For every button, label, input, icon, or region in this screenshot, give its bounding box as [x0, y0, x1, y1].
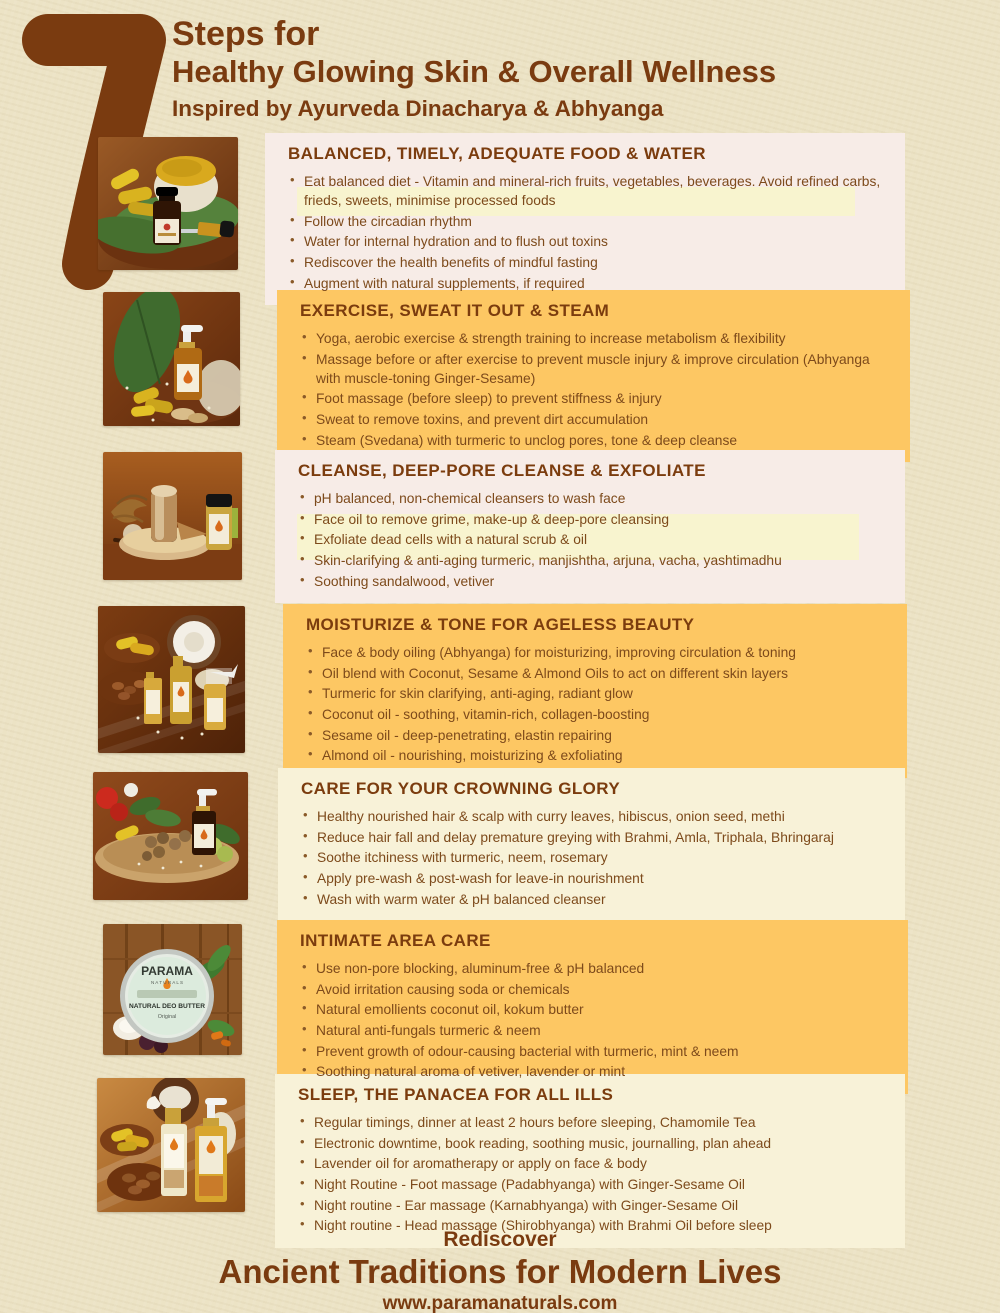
photo-sleep — [97, 1078, 245, 1212]
section-title: BALANCED, TIMELY, ADEQUATE FOOD & WATER — [288, 144, 706, 163]
section-hair-care — [278, 768, 905, 921]
section-title: CARE FOR YOUR CROWNING GLORY — [301, 779, 621, 798]
bullet-list — [297, 1113, 889, 1235]
bullet-item: • Prevent growth of odour-causing bacterial with turmeric, mint & neem — [299, 1042, 892, 1061]
tin-brand-sub: N A T U R A L S — [150, 980, 184, 985]
bullet-item: • Natural anti-fungals turmeric & neem — [299, 1021, 892, 1040]
bullet-list — [299, 329, 894, 449]
bullet-item: • Massage before or after exercise to prevent muscle injury & improve circulation (Abhyanga with muscle-toning Ginger-Sesame) — [299, 350, 894, 388]
bullet-item: • Regular timings, dinner at least 2 hours before sleeping, Chamomile Tea — [297, 1113, 889, 1132]
bullet-item: • Natural emollients coconut oil, kokum butter — [299, 1000, 892, 1019]
bullet-item: • Sesame oil - deep-penetrating, elastin repairing — [305, 726, 891, 745]
bullet-item: • Skin-clarifying & anti-aging turmeric, manjishtha, arjuna, vacha, yashtimadhu — [297, 551, 889, 570]
section-title: CLEANSE, DEEP-PORE CLEANSE & EXFOLIATE — [298, 461, 706, 480]
bullet-item: • Water for internal hydration and to flush out toxins — [287, 232, 889, 251]
header-line1: Steps for — [172, 15, 320, 53]
bullet-item: • Soothing natural aroma of vetiver, lavender or mint — [299, 1062, 892, 1081]
bullet-list — [299, 959, 892, 1081]
bullet-item: • Turmeric for skin clarifying, anti-aging, radiant glow — [305, 684, 891, 703]
tin-product-text: NATURAL DEO BUTTER — [129, 1003, 205, 1010]
bullet-item: • Lavender oil for aromatherapy or apply on face & body — [297, 1154, 889, 1173]
bullet-item: • Healthy nourished hair & scalp with curry leaves, hibiscus, onion seed, methi — [300, 807, 889, 826]
bullet-item: • pH balanced, non-chemical cleansers to wash face — [297, 489, 889, 508]
footer-rediscover: Rediscover — [443, 1228, 557, 1251]
section-exercise — [277, 290, 910, 462]
bullet-item: • Sweat to remove toxins, and prevent dirt accumulation — [299, 410, 894, 429]
section-intimate-care — [277, 920, 908, 1094]
bullet-item: • Yoga, aerobic exercise & strength training to increase metabolism & flexibility — [299, 329, 894, 348]
header-subtitle: Inspired by Ayurveda Dinacharya & Abhyanga — [172, 96, 664, 122]
bullet-item: • Face & body oiling (Abhyanga) for moisturizing, improving circulation & toning — [305, 643, 891, 662]
footer-tagline: Ancient Traditions for Modern Lives — [218, 1253, 782, 1290]
bullet-item: • Exfoliate dead cells with a natural scrub & oil — [297, 530, 889, 549]
bullet-item: • Steam (Svedana) with turmeric to unclog pores, tone & deep cleanse — [299, 431, 894, 450]
bullet-list — [287, 172, 889, 292]
bullet-item: • Apply pre-wash & post-wash for leave-in nourishment — [300, 869, 889, 888]
bullet-item: • Reduce hair fall and delay premature greying with Brahmi, Amla, Triphala, Bhringaraj — [300, 828, 889, 847]
header-title-block — [172, 16, 776, 123]
bullet-item: • Eat balanced diet - Vitamin and mineral-rich fruits, vegetables, beverages. Avoid refined carbs, frieds, sweets, minimise processed foods — [287, 172, 889, 210]
section-title: SLEEP, THE PANACEA FOR ALL ILLS — [298, 1085, 614, 1104]
tin-brand-text: PARAMA — [141, 964, 193, 978]
bullet-item: • Almond oil - nourishing, moisturizing & exfoliating — [305, 746, 891, 765]
bullet-item: • Soothing sandalwood, vetiver — [297, 572, 889, 591]
section-food-water — [265, 133, 905, 305]
bullet-list — [305, 643, 891, 765]
bullet-item: • Avoid irritation causing soda or chemicals — [299, 980, 892, 999]
section-sleep — [275, 1074, 905, 1248]
bullet-item: • Night Routine - Foot massage (Padabhyanga) with Ginger-Sesame Oil — [297, 1175, 889, 1194]
bullet-item: • Face oil to remove grime, make-up & deep-pore cleansing — [297, 510, 889, 529]
photo-moisturize-tone — [98, 606, 245, 753]
bullet-item: • Night routine - Head massage (Shirobhyanga) with Brahmi Oil before sleep — [297, 1216, 889, 1235]
section-title: MOISTURIZE & TONE FOR AGELESS BEAUTY — [306, 615, 695, 634]
footer-website-link[interactable]: www.paramanaturals.com — [382, 1293, 618, 1313]
section-title: INTIMATE AREA CARE — [300, 931, 491, 950]
bullet-item: • Soothe itchiness with turmeric, neem, rosemary — [300, 848, 889, 867]
photo-food-water — [98, 137, 238, 270]
bullet-item: • Wash with warm water & pH balanced cleanser — [300, 890, 889, 909]
section-title: EXERCISE, SWEAT IT OUT & STEAM — [300, 301, 610, 320]
bullet-item: • Augment with natural supplements, if required — [287, 274, 889, 293]
bullet-item: • Oil blend with Coconut, Sesame & Almond Oils to act on different skin layers — [305, 664, 891, 683]
bullet-item: • Coconut oil - soothing, vitamin-rich, collagen-boosting — [305, 705, 891, 724]
footer — [0, 1228, 1000, 1313]
bullet-item: • Night routine - Ear massage (Karnabhyanga) with Ginger-Sesame Oil — [297, 1196, 889, 1215]
bullet-item: • Use non-pore blocking, aluminum-free & pH balanced — [299, 959, 892, 978]
photo-intimate-care — [103, 924, 242, 1055]
bullet-item: • Electronic downtime, book reading, soothing music, journalling, plan ahead — [297, 1134, 889, 1153]
photo-exercise-steam — [103, 292, 240, 426]
photo-cleanse-exfoliate — [103, 452, 242, 580]
page-title: Healthy Glowing Skin & Overall Wellness — [172, 54, 777, 90]
bullet-list — [300, 807, 889, 908]
photo-hair-care — [93, 772, 248, 900]
bullet-item: • Rediscover the health benefits of mindful fasting — [287, 253, 889, 272]
bullet-list — [297, 489, 889, 590]
bullet-item: • Follow the circadian rhythm — [287, 212, 889, 231]
section-moisturize — [283, 604, 907, 778]
section-cleanse — [275, 450, 905, 603]
tin-variant-text: Original — [157, 1014, 177, 1020]
bullet-item: • Foot massage (before sleep) to prevent stiffness & injury — [299, 389, 894, 408]
